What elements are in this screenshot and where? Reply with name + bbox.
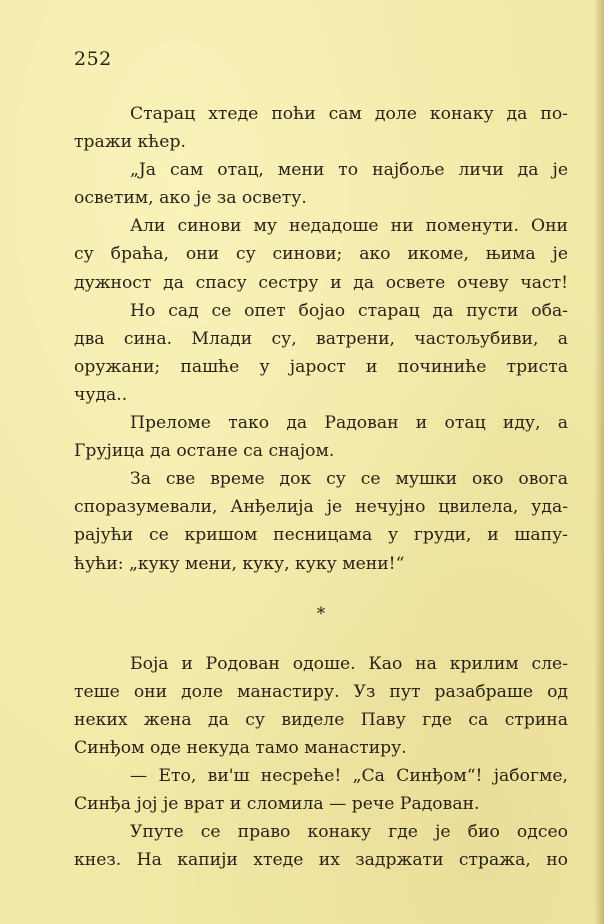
text-line: чуда.. (74, 384, 128, 405)
text-line: Преломе тако да Радован и отац иду, а (130, 413, 568, 434)
text-line: Грујица да остане са снајом. (74, 441, 335, 462)
text-line: два сина. Млади су, ватрени, частољубиви, а (74, 328, 568, 349)
text-line: ћући: „куку мени, куку, куку мени!“ (74, 553, 405, 574)
text-line: неких жена да су виделе Паву где са стрина (74, 709, 568, 730)
text-line: Али синови му недадоше ни поменути. Они (130, 216, 568, 237)
text-line: — Ето, ви'ш несреће! „Са Синђом“! јабогме, (130, 766, 568, 787)
text-line: теше они доле манастиру. Уз пут разабраше од (74, 681, 568, 702)
page-text (74, 100, 568, 874)
text-line: споразумевали, Анђелија је нечујно цвилела, уда- (74, 497, 568, 518)
text-line: Упуте се право конаку где је био одсео (130, 822, 568, 843)
text-line: „Ја сам отац, мени то најбоље личи да је (130, 160, 568, 181)
text-line: оружани; пашће у јарост и починиће триста (74, 356, 568, 377)
text-line: Синђа јој је врат и сломила — рече Радован. (74, 794, 480, 815)
section-separator: * (316, 603, 326, 624)
text-line: рајући се кришом песницама у груди, и шапу- (74, 525, 568, 546)
text-line: осветим, ако је за освету. (74, 188, 307, 209)
text-line: Но сад се опет бојао старац да пусти оба- (130, 300, 568, 321)
text-line: Боја и Родован одоше. Као на крилим сле- (130, 653, 568, 674)
text-line: кнез. На капији хтеде их задржати стража, но (74, 850, 568, 871)
text-line: дужност да спасу сестру и да освете очеву част! (74, 272, 568, 293)
text-line: За све време док су се мушки око овога (130, 469, 568, 490)
text-line: су браћа, они су синови; ако икоме, њима је (74, 244, 568, 265)
page-edge-shadow (594, 0, 604, 924)
text-line: Синђом оде некуда тамо манастиру. (74, 737, 407, 758)
text-line: тражи кћер. (74, 132, 186, 153)
page-number: 252 (74, 48, 112, 70)
text-line: Старац хтеде поћи сам доле конаку да по- (130, 104, 568, 124)
